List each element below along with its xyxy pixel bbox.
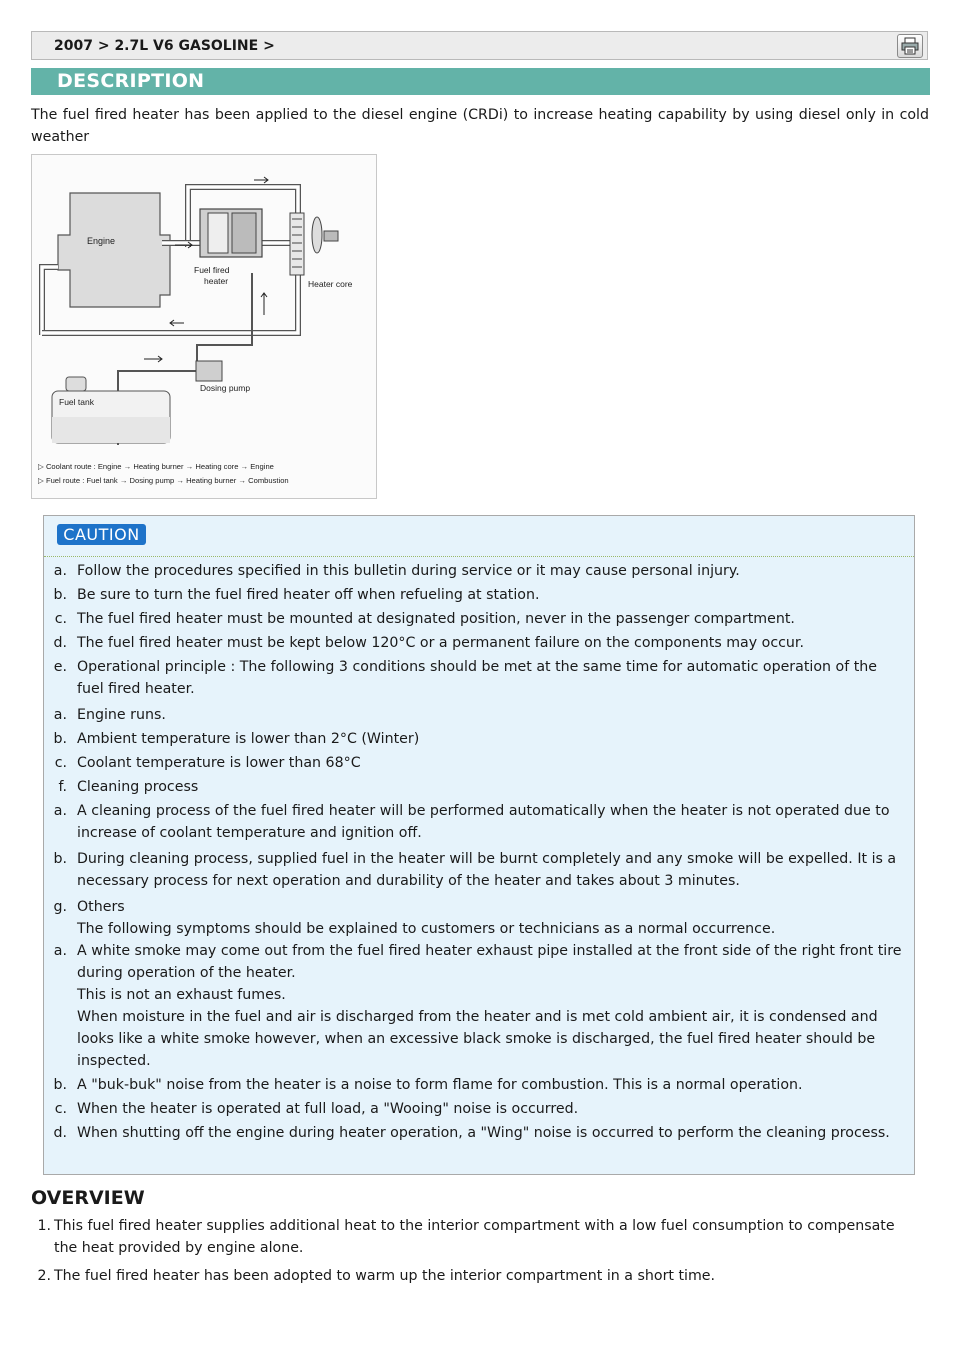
caution-item-text: Cleaning process <box>77 779 199 795</box>
caution-item-letter: a. <box>53 803 67 819</box>
caution-item-letter: f. <box>58 779 67 795</box>
overview-item-number: 2. <box>37 1268 51 1284</box>
print-button[interactable] <box>897 34 923 58</box>
caution-item-text: Be sure to turn the fuel fired heater off when refueling at station. <box>77 587 540 603</box>
caution-item-text: A "buk-buk" noise from the heater is a noise to form flame for combustion. This is a normal operation. <box>77 1077 803 1093</box>
caution-item-text: Follow the procedures specified in this bulletin during service or it may cause personal injury. <box>77 563 740 579</box>
caution-item-text: Engine runs. <box>77 707 166 723</box>
caution-box <box>43 515 915 1175</box>
caution-item-text: Operational principle : The following 3 conditions should be met at the same time for automatic operation of the fuel fired heater. <box>77 659 877 697</box>
fuel-route-text: ▷ Fuel route : Fuel tank → Dosing pump → Heating burner → Combustion <box>38 476 289 485</box>
caution-item-letter: b. <box>53 1077 67 1093</box>
caution-item-text: The fuel fired heater must be mounted at designated position, never in the passenger compartment. <box>77 611 795 627</box>
description-title: DESCRIPTION <box>57 70 205 92</box>
caution-item-text: During cleaning process, supplied fuel in the heater will be burnt completely and any smoke will be expelled. It is a necessary process for next operation and durability of the heater and takes about 3 minutes. <box>77 851 897 889</box>
description-intro: The fuel fired heater has been applied to the diesel engine (CRDi) to increase heating capability by using diesel only in cold weather <box>31 107 929 145</box>
printer-icon <box>901 37 919 55</box>
caution-item-letter: g. <box>53 899 67 915</box>
caution-item-letter: c. <box>54 1101 67 1117</box>
caution-item-letter: b. <box>53 587 67 603</box>
caution-item-text: A cleaning process of the fuel fired heater will be performed automatically when the heater is not operated due to increase of coolant temperature and ignition off. <box>77 803 890 841</box>
caution-item-letter: c. <box>54 611 67 627</box>
caution-item-letter: c. <box>54 755 67 771</box>
description-header <box>31 68 930 95</box>
caution-badge <box>57 524 146 545</box>
caution-separator <box>44 556 914 557</box>
caution-item-text: Ambient temperature is lower than 2°C (Winter) <box>77 731 420 747</box>
caution-item-letter: b. <box>53 851 67 867</box>
dosing-pump-label: Dosing pump <box>200 383 251 393</box>
overview-item-number: 1. <box>37 1218 51 1234</box>
caution-item-letter: d. <box>53 1125 67 1141</box>
caution-item-text: Others The following symptoms should be explained to customers or technicians as a normal occurrence. <box>77 899 776 937</box>
caution-item-text: A white smoke may come out from the fuel fired heater exhaust pipe installed at the front side of the right front tire during operation of the heater. This is not an exhaust fumes. When moisture in the fuel and air is discharged from the heater and is met cold ambient air, it is condensed and looks like a white smoke however, when an excessive black smoke is discharged, the fuel fired heater should be inspected. <box>77 943 902 1069</box>
caution-item-text: When the heater is operated at full load, a "Wooing" noise is occurred. <box>77 1101 579 1117</box>
breadcrumb-text[interactable]: 2007 > 2.7L V6 GASOLINE > <box>54 38 275 54</box>
caution-item-letter: e. <box>53 659 67 675</box>
caution-item-text: When shutting off the engine during heater operation, a "Wing" noise is occurred to perform the cleaning process. <box>77 1125 890 1141</box>
heater-label-2: heater <box>204 276 229 286</box>
overview-item-text: This fuel fired heater supplies additional heat to the interior compartment with a low fuel consumption to compensate the heat provided by engine alone. <box>54 1218 895 1256</box>
caution-item-letter: a. <box>53 563 67 579</box>
caution-item-letter: d. <box>53 635 67 651</box>
caution-item-text: Coolant temperature is lower than 68°C <box>77 755 361 771</box>
fuel-tank-label: Fuel tank <box>59 397 94 407</box>
caution-badge-label: CAUTION <box>63 525 140 544</box>
coolant-route-text: ▷ Coolant route : Engine → Heating burner → Heating core → Engine <box>38 462 274 471</box>
overview-item-text: The fuel fired heater has been adopted to warm up the interior compartment in a short time. <box>54 1268 716 1284</box>
caution-item-letter: a. <box>53 943 67 959</box>
caution-item-letter: b. <box>53 731 67 747</box>
heater-label-1: Fuel fired <box>194 265 230 275</box>
fuel-heater-diagram <box>31 154 377 499</box>
heater-core-label: Heater core <box>308 279 353 289</box>
caution-item-letter: a. <box>53 707 67 723</box>
breadcrumb <box>31 31 928 60</box>
caution-item-text: The fuel fired heater must be kept below 120°C or a permanent failure on the components may occur. <box>77 635 804 651</box>
engine-label: Engine <box>87 236 116 246</box>
overview-title: OVERVIEW <box>31 1187 145 1209</box>
